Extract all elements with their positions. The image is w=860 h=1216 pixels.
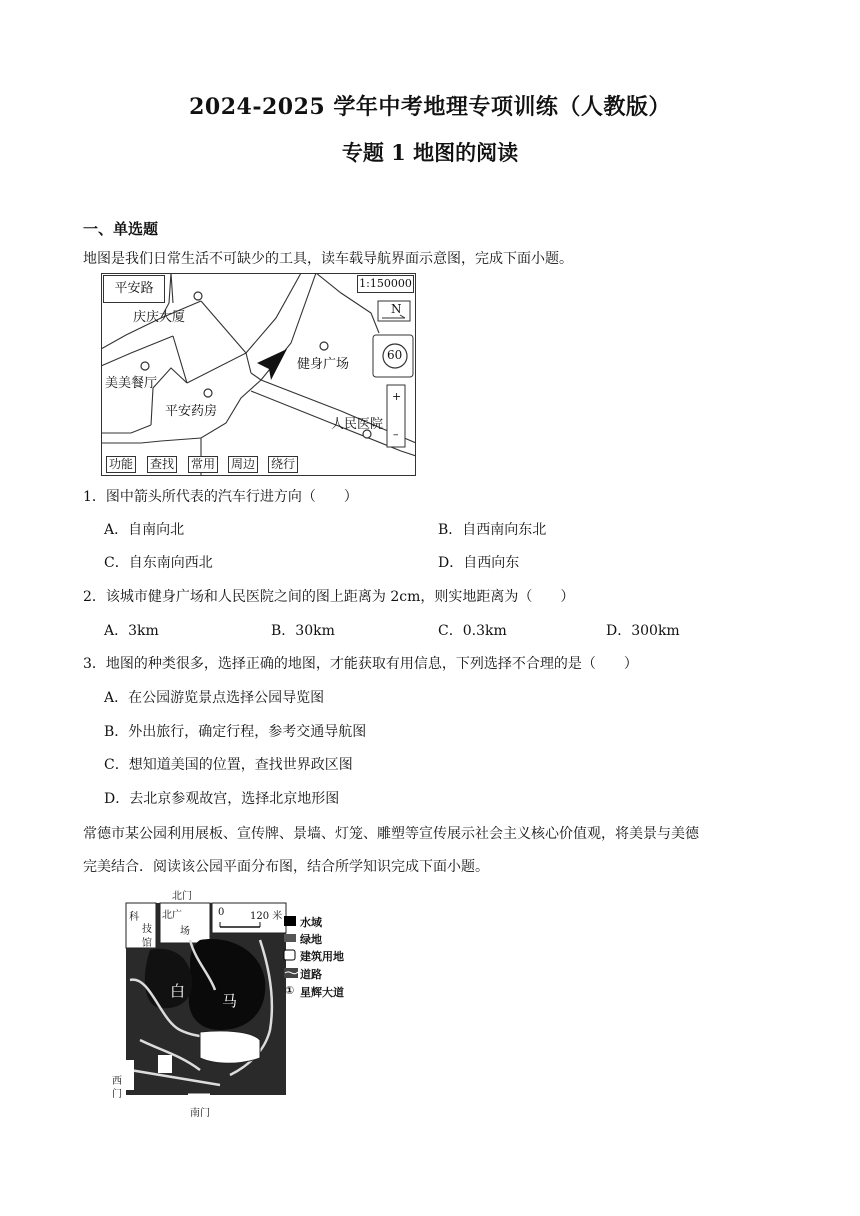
place-marker-icon <box>141 362 149 370</box>
question-3-option-a[interactable]: A．在公园游览景点选择公园导览图 <box>104 690 325 706</box>
section-heading: 一、单选题 <box>83 220 159 238</box>
zoom-in-button[interactable]: + <box>392 390 402 403</box>
question-2-stem: 2．该城市健身广场和人民医院之间的图上距离为 2cm，则实地距离为（ ） <box>83 589 575 605</box>
legend-building-icon <box>284 950 295 960</box>
map-button-detour[interactable]: 绕行 <box>268 456 298 473</box>
question-1-stem: 1．图中箭头所代表的汽车行进方向（ ） <box>83 489 358 505</box>
place-marker-icon <box>194 292 202 300</box>
question-3-option-d[interactable]: D．去北京参观故宫，选择北京地形图 <box>104 791 340 807</box>
zoom-out-button[interactable]: – <box>393 428 399 441</box>
intro-text-1: 地图是我们日常生活不可缺少的工具，读车载导航界面示意图，完成下面小题。 <box>83 251 573 267</box>
place-label-meimei: 美美餐厅 <box>105 376 158 391</box>
question-3-stem: 3．地图的种类很多，选择正确的地图，才能获取有用信息，下列选择不合理的是（ ） <box>83 656 638 672</box>
question-2-option-b[interactable]: B．30km <box>271 623 335 639</box>
legend-road: 道路 <box>300 968 322 981</box>
science-museum-label-3: 馆 <box>142 938 152 949</box>
question-2-option-c[interactable]: C．0.3km <box>438 623 507 639</box>
north-arrow-icon <box>381 314 407 320</box>
intro-text-2-line-2: 完美结合．阅读该公园平面分布图，结合所学知识完成下面小题。 <box>83 859 489 875</box>
legend-building: 建筑用地 <box>300 950 344 963</box>
page-title: 2024-2025 学年中考地理专项训练（人教版） <box>189 94 671 120</box>
west-gate-label-1: 西 <box>112 1076 122 1087</box>
map-button-common[interactable]: 常用 <box>188 456 218 473</box>
question-3-option-c[interactable]: C．想知道美国的位置，查找世界政区图 <box>104 757 353 773</box>
place-label-qingqing: 庆庆大厦 <box>133 310 186 325</box>
place-label-renmin: 人民医院 <box>331 417 384 432</box>
map-button-nearby[interactable]: 周边 <box>228 456 258 473</box>
west-gate-label-2: 门 <box>112 1089 122 1100</box>
legend-water-icon <box>284 916 296 926</box>
legend-avenue-marker: ① <box>285 984 295 997</box>
intro-text-2-line-1: 常德市某公园利用展板、宣传牌、景墙、灯笼、雕塑等宣传展示社会主义核心价值观，将美景与美德 <box>83 826 699 842</box>
north-square-label: 北广 <box>162 910 182 921</box>
question-1-option-d[interactable]: D．自西向东 <box>438 555 520 571</box>
question-2-option-a[interactable]: A．3km <box>104 623 159 639</box>
page-subtitle: 专题 1 地图的阅读 <box>341 140 519 165</box>
north-indicator: N <box>391 302 402 316</box>
map-button-search[interactable]: 查找 <box>147 456 177 473</box>
question-1-option-c[interactable]: C．自东南向西北 <box>104 555 213 571</box>
legend-green-icon <box>284 934 296 942</box>
place-label-pingan: 平安药房 <box>165 404 218 419</box>
scale-120: 120 米 <box>250 911 283 922</box>
lake-label-1: 白 <box>170 982 186 1000</box>
lake-label-2: 马 <box>222 992 238 1010</box>
north-square-label-2: 场 <box>180 926 190 937</box>
question-2-option-d[interactable]: D．300km <box>606 623 680 639</box>
place-label-jianshen: 健身广场 <box>297 357 350 372</box>
legend-green: 绿地 <box>300 933 322 946</box>
lake-label-3: 湖 <box>230 1032 246 1050</box>
south-gate-label: 南门 <box>190 1108 210 1119</box>
navigation-map <box>101 273 416 476</box>
scale-zero: 0 <box>218 907 225 918</box>
place-marker-icon <box>320 342 328 350</box>
question-1-option-a[interactable]: A．自南向北 <box>104 522 185 538</box>
road-name-label: 平安路 <box>103 275 165 303</box>
question-3-option-b[interactable]: B．外出旅行，确定行程，参考交通导航图 <box>104 724 367 740</box>
north-gate-label: 北门 <box>172 891 192 902</box>
science-museum-label-2: 技 <box>142 924 152 935</box>
legend-avenue: 星辉大道 <box>300 986 344 999</box>
legend-water: 水域 <box>300 916 322 929</box>
science-museum-label-1: 科 <box>129 912 139 923</box>
place-marker-icon <box>204 389 212 397</box>
map-scale: 1:150000 <box>357 275 414 293</box>
question-1-option-b[interactable]: B．自西南向东北 <box>438 522 547 538</box>
map-button-function[interactable]: 功能 <box>106 456 136 473</box>
park-map-drawing <box>100 880 390 1120</box>
park-map <box>100 880 390 1120</box>
speed-limit-value: 60 <box>387 348 403 362</box>
